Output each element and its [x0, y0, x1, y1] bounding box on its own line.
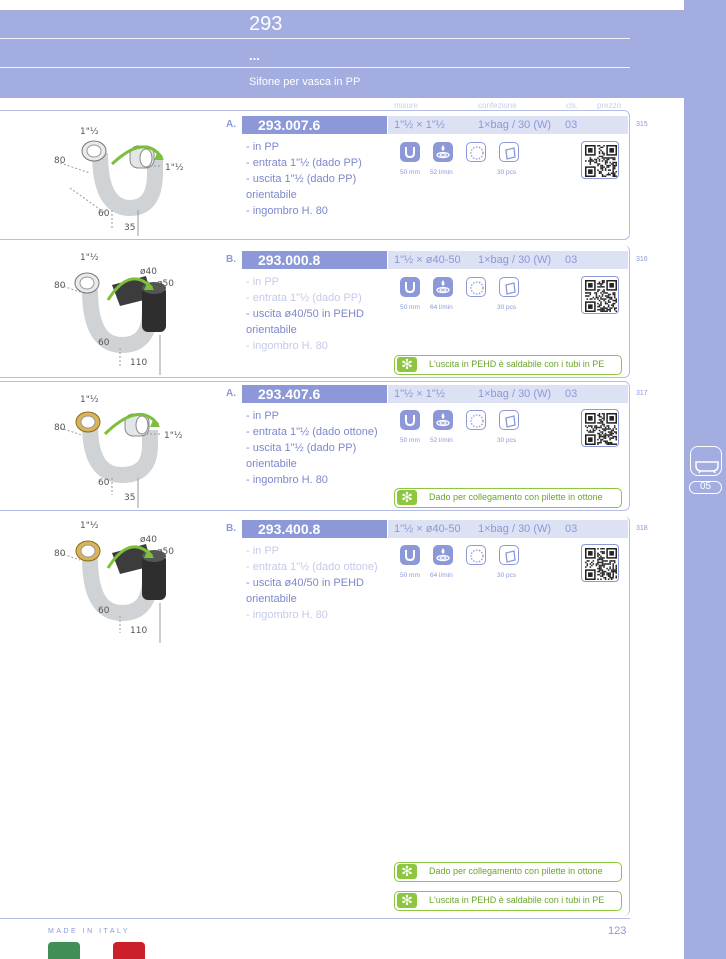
qr-code[interactable] — [581, 544, 619, 582]
size-value: 1"½ × ø40-50 — [394, 254, 461, 266]
icon-label: 50 mm — [400, 169, 420, 176]
cls-value: 03 — [565, 254, 578, 266]
packaging-icon — [466, 545, 486, 565]
size-value: 1"½ × 1"½ — [394, 388, 445, 400]
dim-label: 80 — [54, 281, 66, 291]
product-description — [246, 408, 378, 488]
flow-rate-icon — [433, 142, 453, 162]
variant-letter: A. — [226, 119, 236, 130]
dim-label: 35 — [124, 223, 136, 233]
desc-line: - in PP — [246, 276, 280, 288]
pack-value: 1×bag / 30 (W) — [478, 254, 552, 266]
icon-label: 52 l/min — [430, 169, 453, 176]
bag-icon — [499, 277, 519, 297]
asterisk-icon: ✻ — [397, 490, 417, 505]
icon-label: 30 pcs — [497, 304, 517, 311]
note-text: Dado per collegamento con pilette in ottone — [429, 492, 603, 502]
icon-label: 50 mm — [400, 304, 420, 311]
pack-value: 1×bag / 30 (W) — [478, 523, 552, 535]
page-number: 123 — [608, 925, 627, 937]
page-ref: 318 — [636, 525, 648, 532]
icon-label: 30 pcs — [497, 437, 517, 444]
section-sidebar — [684, 0, 726, 959]
page-ref: 317 — [636, 390, 648, 397]
desc-line: orientabile — [246, 189, 297, 201]
cls-value: 03 — [565, 119, 578, 131]
desc-line: - entrata 1"½ (dado PP) — [246, 292, 362, 304]
series-title: Sifone per vasca in PP — [249, 76, 361, 88]
qr-code[interactable] — [581, 141, 619, 179]
bathtub-icon[interactable] — [690, 446, 722, 476]
page-ref: 315 — [636, 121, 648, 128]
packaging-icon — [466, 277, 486, 297]
desc-line: - ingombro H. 80 — [246, 340, 328, 352]
col-prezzo: prezzo — [597, 101, 622, 110]
icon-label: 30 pcs — [497, 169, 517, 176]
drain-pipe-icon — [400, 410, 420, 430]
dim-label: 1"½ — [80, 127, 99, 137]
dim-label: 1"½ — [165, 163, 184, 173]
dim-label: ø50 — [157, 547, 174, 557]
note-text: L'uscita in PEHD è saldabile con i tubi in PE — [429, 359, 605, 369]
col-confezione: confezione — [478, 101, 517, 110]
flag-red — [113, 942, 145, 959]
spec-bar — [388, 116, 628, 134]
packaging-icon — [466, 142, 486, 162]
desc-line: - ingombro H. 80 — [246, 609, 328, 621]
dim-label: ø40 — [140, 535, 157, 545]
asterisk-icon: ✻ — [397, 864, 417, 879]
siphon-drawing — [50, 250, 220, 375]
desc-line: - uscita ø40/50 in PEHD — [246, 577, 364, 589]
dim-label: 110 — [130, 626, 148, 636]
dim-label: 1"½ — [80, 253, 99, 263]
variant-letter: A. — [226, 388, 236, 399]
dim-label: 60 — [98, 606, 110, 616]
dim-label: 1"½ — [80, 395, 99, 405]
series-subtitle: ... — [249, 48, 260, 63]
product-code[interactable]: 293.400.8 — [242, 520, 387, 538]
bag-icon — [499, 142, 519, 162]
drain-pipe-icon — [400, 545, 420, 565]
page-ref: 316 — [636, 256, 648, 263]
note-text: Dado per collegamento con pilette in ottone — [429, 866, 603, 876]
product-description — [246, 139, 362, 219]
dim-label: 80 — [54, 156, 66, 166]
feature-note — [394, 891, 622, 911]
desc-line: - ingombro H. 80 — [246, 205, 328, 217]
icon-label: 50 mm — [400, 437, 420, 444]
bag-icon — [499, 410, 519, 430]
desc-line: - entrata 1"½ (dado ottone) — [246, 426, 378, 438]
section-tab[interactable]: 05 — [689, 481, 722, 494]
bag-icon — [499, 545, 519, 565]
desc-line: - ingombro H. 80 — [246, 474, 328, 486]
desc-line: - uscita ø40/50 in PEHD — [246, 308, 364, 320]
siphon-drawing — [50, 390, 220, 510]
footer-rule — [0, 918, 630, 919]
drain-pipe-icon — [400, 277, 420, 297]
icon-label: 64 l/min — [430, 304, 453, 311]
icon-label: 52 l/min — [430, 437, 453, 444]
feature-note — [394, 488, 622, 508]
product-description — [246, 274, 364, 354]
size-value: 1"½ × 1"½ — [394, 119, 445, 131]
siphon-drawing — [50, 518, 220, 643]
col-misure: misure — [394, 101, 419, 110]
pack-value: 1×bag / 30 (W) — [478, 119, 552, 131]
dim-label: 60 — [98, 478, 110, 488]
dim-label: 80 — [54, 549, 66, 559]
siphon-drawing — [50, 118, 220, 238]
desc-line: - uscita 1"½ (dado PP) — [246, 442, 357, 454]
note-text: L'uscita in PEHD è saldabile con i tubi in PE — [429, 895, 605, 905]
col-cls: cls. — [566, 101, 578, 110]
feature-note — [394, 862, 622, 882]
spec-bar — [388, 251, 628, 269]
icon-label: 30 pcs — [497, 572, 517, 579]
size-value: 1"½ × ø40-50 — [394, 523, 461, 535]
spec-bar — [388, 520, 628, 538]
dim-label: 60 — [98, 338, 110, 348]
dim-label: 1"½ — [164, 431, 183, 441]
desc-line: - in PP — [246, 141, 280, 153]
cls-value: 03 — [565, 388, 578, 400]
flag-green — [48, 942, 80, 959]
icon-label: 64 l/min — [430, 572, 453, 579]
feature-note — [394, 355, 622, 375]
product-code[interactable]: 293.407.6 — [242, 385, 387, 403]
drain-pipe-icon — [400, 142, 420, 162]
desc-line: orientabile — [246, 593, 297, 605]
spec-bar — [388, 385, 628, 403]
dim-label: ø50 — [157, 279, 174, 289]
dim-label: 60 — [98, 209, 110, 219]
flow-rate-icon — [433, 545, 453, 565]
cls-value: 03 — [565, 523, 578, 535]
flow-rate-icon — [433, 410, 453, 430]
dim-label: 110 — [130, 358, 148, 368]
variant-letter: B. — [226, 254, 236, 265]
flow-rate-icon — [433, 277, 453, 297]
packaging-icon — [466, 410, 486, 430]
product-code[interactable]: 293.007.6 — [242, 116, 387, 134]
desc-line: - entrata 1"½ (dado PP) — [246, 157, 362, 169]
desc-line: orientabile — [246, 324, 297, 336]
series-code: 293 — [249, 13, 283, 35]
dim-label: ø40 — [140, 267, 157, 277]
header-rule — [0, 38, 630, 39]
icon-label: 50 mm — [400, 572, 420, 579]
qr-code[interactable] — [581, 276, 619, 314]
desc-line: - entrata 1"½ (dado ottone) — [246, 561, 378, 573]
desc-line: - in PP — [246, 410, 280, 422]
variant-letter: B. — [226, 523, 236, 534]
qr-code[interactable] — [581, 409, 619, 447]
asterisk-icon: ✻ — [397, 893, 417, 908]
dim-label: 1"½ — [80, 521, 99, 531]
made-in-label: MADE IN ITALY — [48, 928, 131, 935]
desc-line: orientabile — [246, 458, 297, 470]
desc-line: - in PP — [246, 545, 280, 557]
desc-line: - uscita 1"½ (dado PP) — [246, 173, 357, 185]
pack-value: 1×bag / 30 (W) — [478, 388, 552, 400]
product-code[interactable]: 293.000.8 — [242, 251, 387, 269]
product-description — [246, 543, 378, 623]
dim-label: 80 — [54, 423, 66, 433]
asterisk-icon: ✻ — [397, 357, 417, 372]
dim-label: 35 — [124, 493, 136, 503]
header-rule — [0, 67, 630, 68]
